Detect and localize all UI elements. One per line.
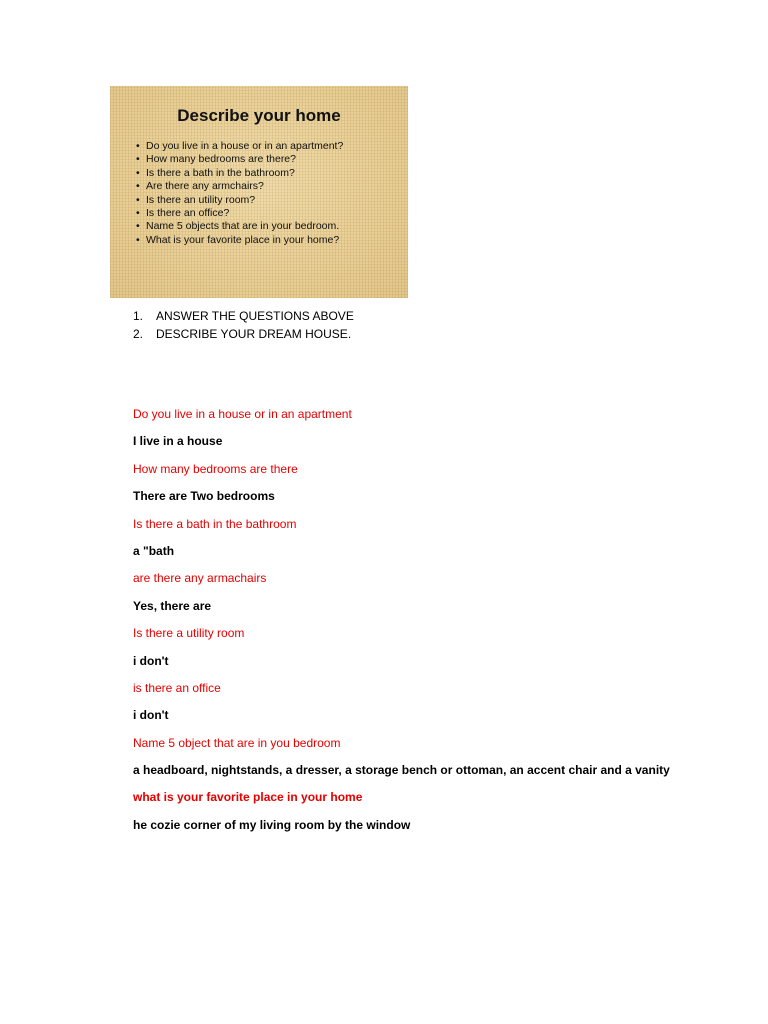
question-text: Is there a bath in the bathroom: [133, 516, 297, 531]
question-text: Name 5 object that are in you bedroom: [133, 735, 341, 750]
answer-text: a headboard, nightstands, a dresser, a storage bench or ottoman, an accent chair and a vanity: [133, 763, 670, 778]
instruction-text: DESCRIBE YOUR DREAM HOUSE.: [156, 327, 352, 341]
instruction-item: [133, 307, 354, 325]
card-bullet: • Are there any armchairs?: [136, 180, 408, 193]
describe-home-image: [110, 86, 408, 298]
card-bullet: • Is there an office?: [136, 207, 408, 220]
card-bullet: • Name 5 objects that are in your bedroom.: [136, 220, 408, 233]
card-bullet: • How many bedrooms are there?: [136, 153, 408, 166]
answer-text: a "bath: [133, 543, 175, 558]
card-bullet: • Do you live in a house or in an apartment?: [136, 140, 408, 153]
answer-text: i don't: [133, 708, 169, 723]
answer-text: he cozie corner of my living room by the window: [133, 817, 411, 832]
question-text: How many bedrooms are there: [133, 461, 298, 476]
question-text: are there any armachairs: [133, 571, 267, 586]
card-bullet: • Is there an utility room?: [136, 194, 408, 207]
instruction-number: 2.: [133, 327, 144, 341]
qa-section: [133, 406, 673, 844]
card-title: Describe your home: [177, 106, 341, 125]
question-text: what is your favorite place in your home: [133, 790, 363, 805]
answer-text: There are Two bedrooms: [133, 489, 275, 504]
question-text: Do you live in a house or in an apartment: [133, 407, 352, 421]
question-text: is there an office: [133, 680, 221, 695]
instruction-number: 1.: [133, 309, 144, 323]
answer-text: i don't: [133, 653, 169, 668]
card-question-list: [110, 140, 408, 247]
answer-text: Yes, there are: [133, 598, 212, 613]
instruction-item: [133, 325, 354, 343]
card-bullet: • Is there a bath in the bathroom?: [136, 167, 408, 180]
instruction-text: ANSWER THE QUESTIONS ABOVE: [156, 309, 354, 323]
question-text: Is there a utility room: [133, 626, 245, 641]
instructions-list: [133, 307, 354, 343]
answer-text: I live in a house: [133, 434, 223, 449]
card-bullet: • What is your favorite place in your home?: [136, 234, 408, 247]
